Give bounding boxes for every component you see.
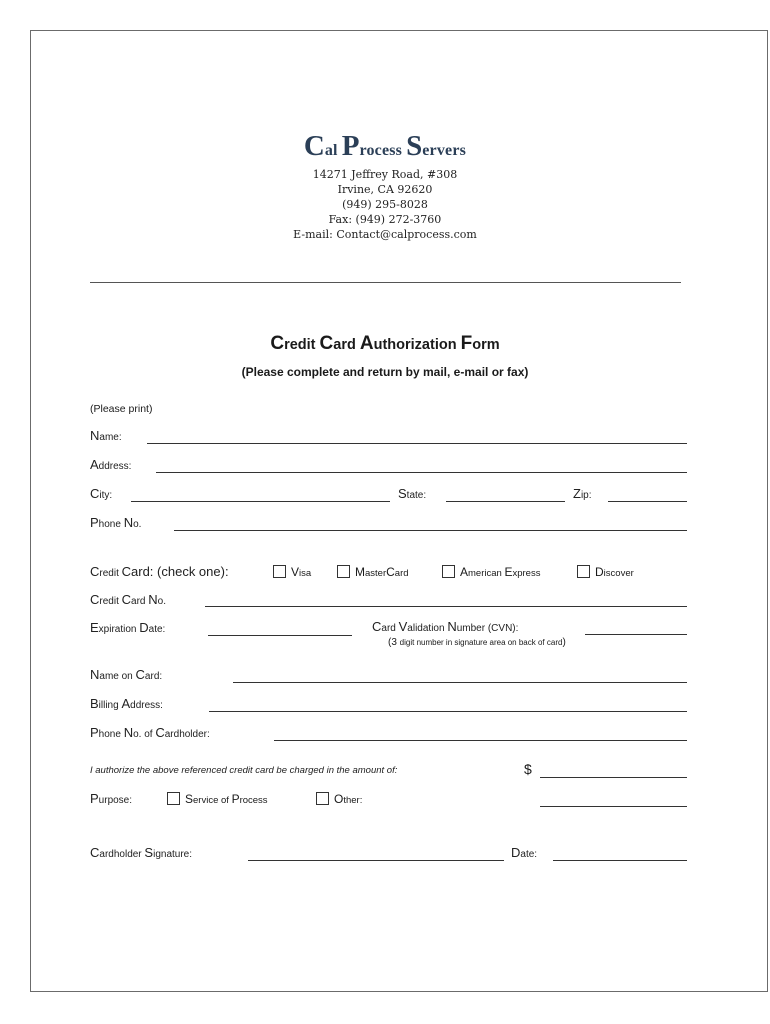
purpose-label: Purpose: xyxy=(90,791,133,806)
company-phone: (949) 295-8028 xyxy=(342,198,428,211)
amount-field[interactable] xyxy=(540,777,687,778)
company-email: E-mail: Contact@calprocess.com xyxy=(293,228,477,241)
address-field[interactable] xyxy=(156,472,687,473)
visa-option[interactable]: Visa xyxy=(273,565,311,579)
date-label: Date: xyxy=(511,845,538,860)
other-option[interactable]: Other: xyxy=(316,792,362,806)
other-checkbox[interactable] xyxy=(316,792,329,805)
state-field[interactable] xyxy=(446,501,565,502)
purpose-other-field[interactable] xyxy=(540,806,687,807)
company-fax: Fax: (949) 272-3760 xyxy=(328,213,442,226)
zip-label: Zip: xyxy=(573,486,592,501)
form-subtitle: (Please complete and return by mail, e-mail or fax) xyxy=(241,365,529,379)
phone-label: Phone No. xyxy=(90,515,142,530)
american-express-checkbox[interactable] xyxy=(442,565,455,578)
service-of-process-checkbox[interactable] xyxy=(167,792,180,805)
please-print-note: (Please print) xyxy=(90,403,153,415)
header-divider xyxy=(90,282,681,283)
billing-address-label: Billing Address: xyxy=(90,696,163,711)
cvn-field[interactable] xyxy=(585,634,687,635)
dollar-sign: $ xyxy=(524,761,532,777)
name-label: Name: xyxy=(90,428,122,443)
cvn-label: Card Validation Number (CVN): xyxy=(372,619,519,634)
state-label: State: xyxy=(398,486,427,501)
cardholder-signature-field[interactable] xyxy=(248,860,504,861)
form-title: Credit Card Authorization Form xyxy=(270,333,500,354)
zip-field[interactable] xyxy=(608,501,687,502)
american-express-option[interactable]: American Express xyxy=(442,565,540,579)
credit-card-type-label: Credit Card: (check one): xyxy=(90,564,229,579)
cardholder-signature-label: Cardholder Signature: xyxy=(90,845,193,860)
company-address-line1: 14271 Jeffrey Road, #308 xyxy=(312,168,458,181)
cvn-note: (3 digit number in signature area on back of card) xyxy=(388,637,566,648)
company-address-line2: Irvine, CA 92620 xyxy=(337,183,433,196)
company-name: Cal Process Servers xyxy=(303,130,467,162)
name-on-card-label: Name on Card: xyxy=(90,667,163,682)
cardholder-phone-label: Phone No. of Cardholder: xyxy=(90,725,210,740)
cardholder-phone-field[interactable] xyxy=(274,740,687,741)
credit-card-number-label: Credit Card No. xyxy=(90,592,166,607)
mastercard-checkbox[interactable] xyxy=(337,565,350,578)
service-of-process-option[interactable]: Service of Process xyxy=(167,792,268,806)
date-field[interactable] xyxy=(553,860,687,861)
authorization-statement: I authorize the above referenced credit card be charged in the amount of: xyxy=(90,765,398,776)
discover-option[interactable]: Discover xyxy=(577,565,634,579)
address-label: Address: xyxy=(90,457,132,472)
name-field[interactable] xyxy=(147,443,687,444)
visa-checkbox[interactable] xyxy=(273,565,286,578)
expiration-date-label: Expiration Date: xyxy=(90,620,166,635)
city-label: City: xyxy=(90,486,113,501)
billing-address-field[interactable] xyxy=(209,711,687,712)
discover-checkbox[interactable] xyxy=(577,565,590,578)
phone-field[interactable] xyxy=(174,530,687,531)
name-on-card-field[interactable] xyxy=(233,682,687,683)
mastercard-option[interactable]: MasterCard xyxy=(337,565,409,579)
city-field[interactable] xyxy=(131,501,390,502)
credit-card-number-field[interactable] xyxy=(205,606,687,607)
expiration-date-field[interactable] xyxy=(208,635,352,636)
